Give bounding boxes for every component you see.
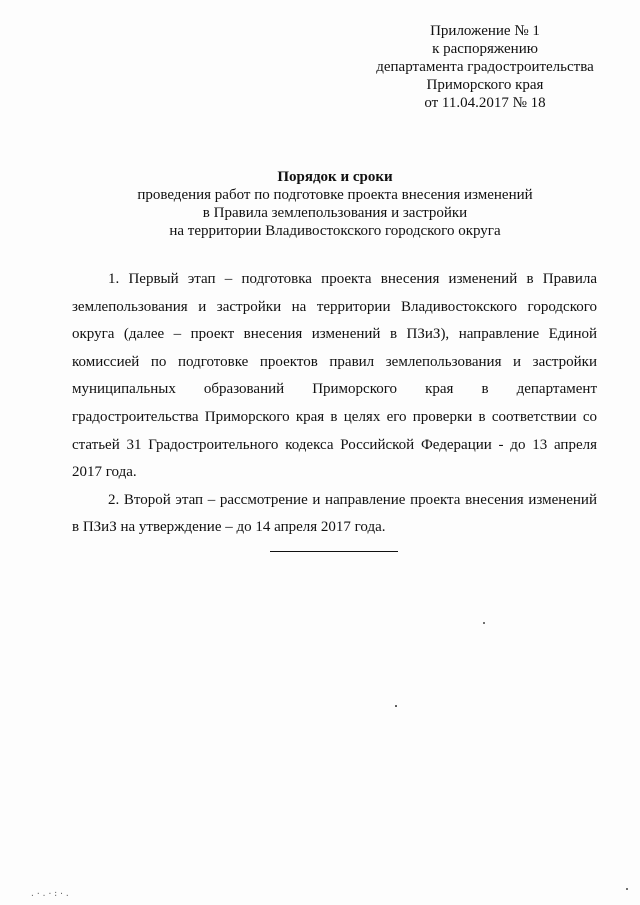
document-title xyxy=(80,168,590,240)
scan-speck xyxy=(483,622,485,624)
document-body xyxy=(72,266,597,542)
appendix-line-4: Приморского края xyxy=(426,77,544,93)
scan-speck xyxy=(395,705,397,707)
appendix-line-1: Приложение № 1 xyxy=(430,23,540,39)
appendix-line-5: от 11.04.2017 № 18 xyxy=(424,95,546,111)
scan-speck xyxy=(626,888,628,890)
scan-artifact: .·.·:·. xyxy=(30,889,71,898)
paragraph-1: 1. Первый этап – подготовка проекта внесения изменений в Правила землепользования и застройки на территории Владивостокского городского округа (далее – проект внесения изменений в ПЗиЗ), направление Единой комиссией по подготовке проектов правил землепользования и застройки муниципальных образований Приморского края в департамент градостроительства Приморского края в целях его проверки в соответствии со статьей 31 Градостроительного кодекса Российской Федерации - до 13 апреля 2017 года. xyxy=(72,271,597,481)
end-rule xyxy=(270,551,398,552)
appendix-line-2: к распоряжению xyxy=(432,41,538,57)
appendix-line-3: департамента градостроительства xyxy=(376,59,594,75)
title-line-3: в Правила землепользования и застройки xyxy=(202,205,468,221)
title-line-2: проведения работ по подготовке проекта внесения изменений xyxy=(137,187,533,203)
title-line-4: на территории Владивостокского городского округа xyxy=(169,223,501,239)
title-main: Порядок и сроки xyxy=(277,169,393,185)
appendix-header xyxy=(335,22,635,112)
paragraph-2: 2. Второй этап – рассмотрение и направление проекта внесения изменений в ПЗиЗ на утверждение – до 14 апреля 2017 года. xyxy=(72,491,597,536)
